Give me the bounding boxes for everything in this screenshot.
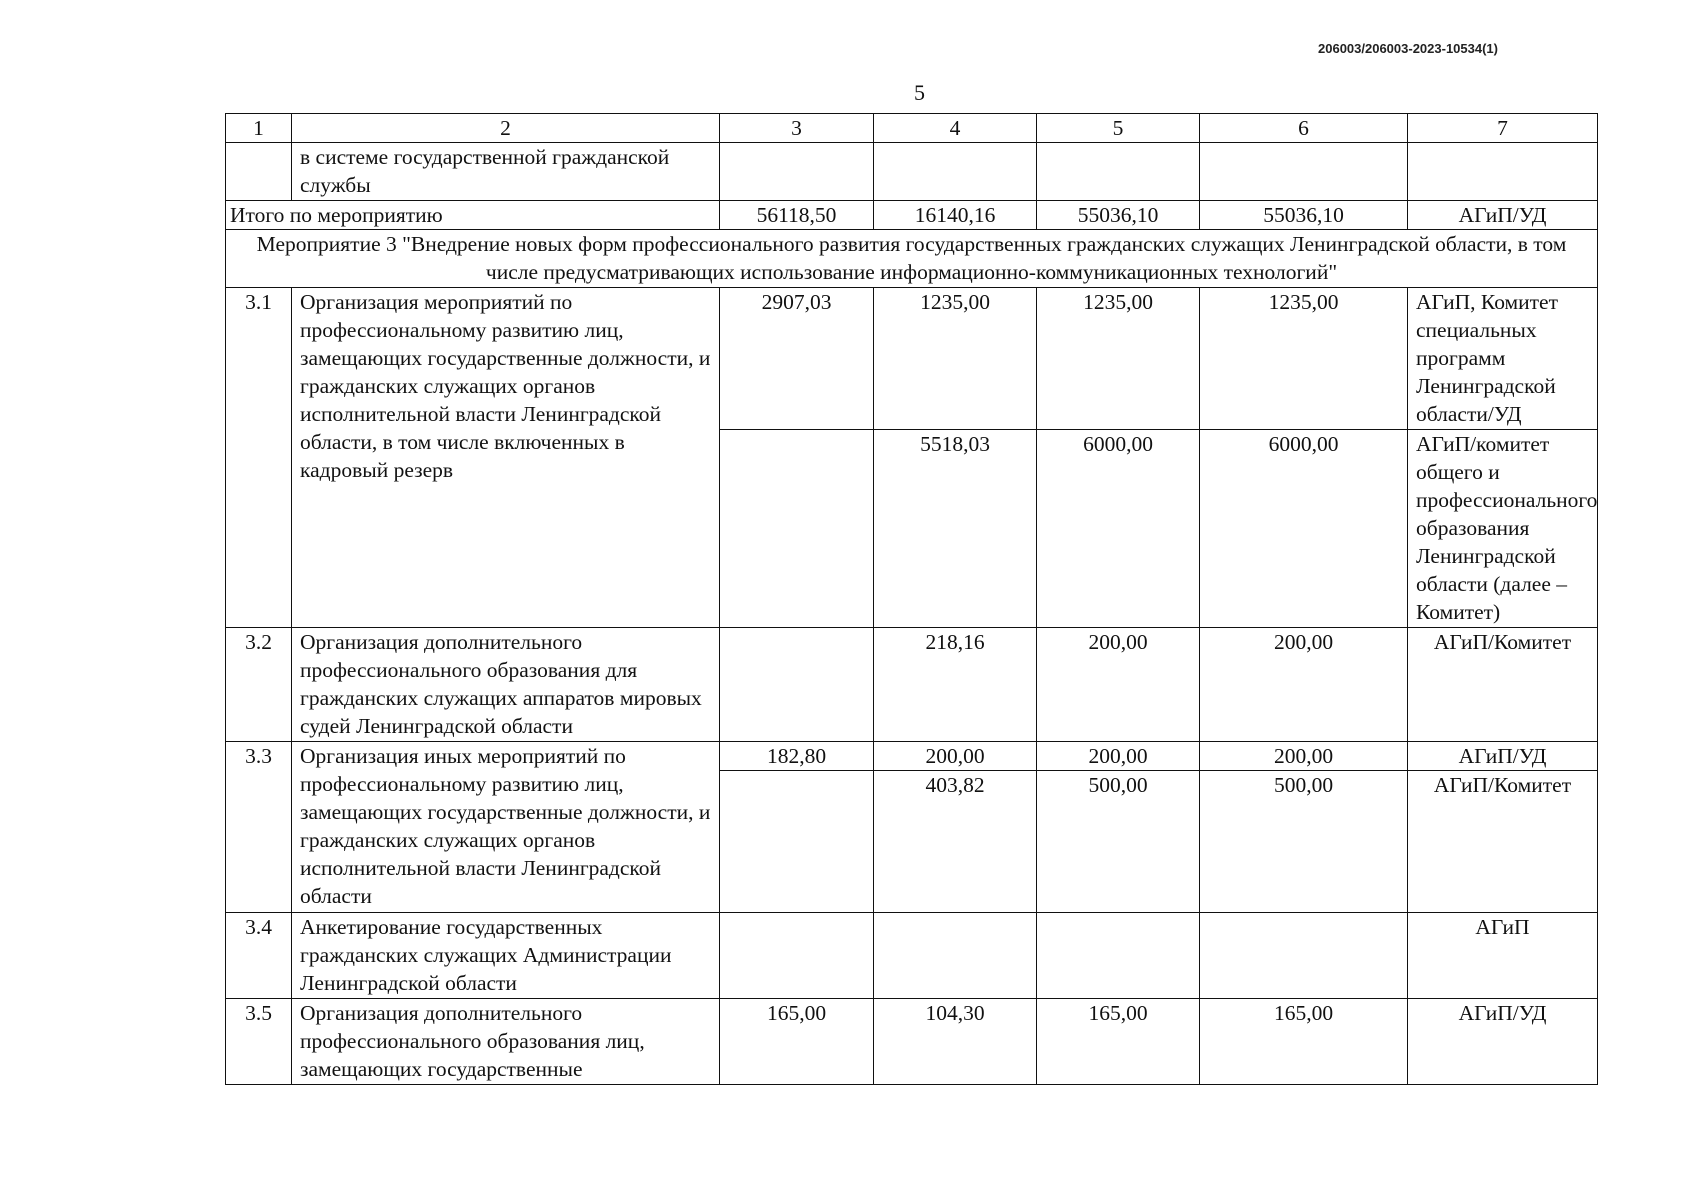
cell-c7: АГиП/УД — [1408, 742, 1598, 771]
table-row — [226, 999, 1598, 1085]
row-name: Организация дополнительного профессионального образования лиц, замещающих государственные — [292, 999, 720, 1085]
cell-c6 — [1200, 913, 1408, 999]
cell-c5 — [1037, 913, 1200, 999]
total-c3: 56118,50 — [720, 201, 874, 230]
cell-c7: АГиП, Комитет специальных программ Ленинградской области/УД — [1408, 288, 1598, 430]
table-row — [226, 288, 1598, 430]
cell-c4 — [874, 913, 1037, 999]
section-title-row — [226, 230, 1598, 288]
cell-c3: 2907,03 — [720, 288, 874, 430]
page-number: 5 — [914, 80, 925, 105]
continuation-row — [226, 143, 1598, 201]
cell-c3 — [720, 628, 874, 742]
row-name: Организация иных мероприятий по профессиональному развитию лиц, замещающих государственные должности, и гражданских служащих органов исполнительной власти Ленинградской области — [292, 742, 720, 913]
cell-c3: 165,00 — [720, 999, 874, 1085]
cell-c4: 403,82 — [874, 771, 1037, 913]
total-c5: 55036,10 — [1037, 201, 1200, 230]
measures-table — [225, 113, 1598, 1085]
cell-c3 — [720, 771, 874, 913]
cell-c7: АГиП/Комитет — [1408, 628, 1598, 742]
cell-empty — [1408, 143, 1598, 201]
cell-c5: 200,00 — [1037, 742, 1200, 771]
total-row — [226, 201, 1598, 230]
cell-c4: 1235,00 — [874, 288, 1037, 430]
cell-c7: АГиП/УД — [1408, 999, 1598, 1085]
cell-c5: 165,00 — [1037, 999, 1200, 1085]
cell-c4: 104,30 — [874, 999, 1037, 1085]
col-header-3: 3 — [720, 114, 874, 143]
total-c6: 55036,10 — [1200, 201, 1408, 230]
cell-c6: 200,00 — [1200, 742, 1408, 771]
cell-empty — [1200, 143, 1408, 201]
cell-c4: 5518,03 — [874, 430, 1037, 628]
col-header-4: 4 — [874, 114, 1037, 143]
header-row — [226, 114, 1598, 143]
col-header-5: 5 — [1037, 114, 1200, 143]
row-name: Анкетирование государственных гражданских служащих Администрации Ленинградской области — [292, 913, 720, 999]
table-row — [226, 742, 1598, 771]
total-label: Итого по мероприятию — [226, 201, 720, 230]
col-header-7: 7 — [1408, 114, 1598, 143]
row-number: 3.4 — [226, 913, 292, 999]
document-id: 206003/206003-2023-10534(1) — [1318, 41, 1498, 56]
cell-c6: 165,00 — [1200, 999, 1408, 1085]
table-row — [226, 913, 1598, 999]
section-title: Мероприятие 3 "Внедрение новых форм профессионального развития государственных гражданских служащих Ленинградской области, в том числе предусматривающих использование информационно-коммуникационных технологий" — [226, 230, 1598, 288]
cell-c4: 200,00 — [874, 742, 1037, 771]
cell-c6: 1235,00 — [1200, 288, 1408, 430]
cell-c5: 500,00 — [1037, 771, 1200, 913]
cell-empty — [1037, 143, 1200, 201]
row-number: 3.5 — [226, 999, 292, 1085]
cell-empty — [720, 143, 874, 201]
cell-c5: 6000,00 — [1037, 430, 1200, 628]
cell-c6: 500,00 — [1200, 771, 1408, 913]
continuation-text: в системе государственной гражданской службы — [292, 143, 720, 201]
row-number: 3.2 — [226, 628, 292, 742]
total-c4: 16140,16 — [874, 201, 1037, 230]
total-c7: АГиП/УД — [1408, 201, 1598, 230]
row-number: 3.1 — [226, 288, 292, 628]
cell-empty — [874, 143, 1037, 201]
cell-c5: 200,00 — [1037, 628, 1200, 742]
col-header-6: 6 — [1200, 114, 1408, 143]
cell-c5: 1235,00 — [1037, 288, 1200, 430]
col-header-2: 2 — [292, 114, 720, 143]
cell-c7: АГиП — [1408, 913, 1598, 999]
cell-c3: 182,80 — [720, 742, 874, 771]
table-row — [226, 628, 1598, 742]
cell-c6: 200,00 — [1200, 628, 1408, 742]
cell-c6: 6000,00 — [1200, 430, 1408, 628]
cell-c3 — [720, 430, 874, 628]
col-header-1: 1 — [226, 114, 292, 143]
cell-empty — [226, 143, 292, 201]
cell-c4: 218,16 — [874, 628, 1037, 742]
cell-c3 — [720, 913, 874, 999]
cell-c7: АГиП/Комитет — [1408, 771, 1598, 913]
row-name: Организация дополнительного профессионального образования для гражданских служащих аппаратов мировых судей Ленинградской области — [292, 628, 720, 742]
row-name: Организация мероприятий по профессиональному развитию лиц, замещающих государственные должности, и гражданских служащих органов исполнительной власти Ленинградской области, в том числе включенных в кадровый резерв — [292, 288, 720, 628]
row-number: 3.3 — [226, 742, 292, 913]
cell-c7: АГиП/комитет общего и профессионального образования Ленинградской области (далее – Комитет) — [1408, 430, 1598, 628]
